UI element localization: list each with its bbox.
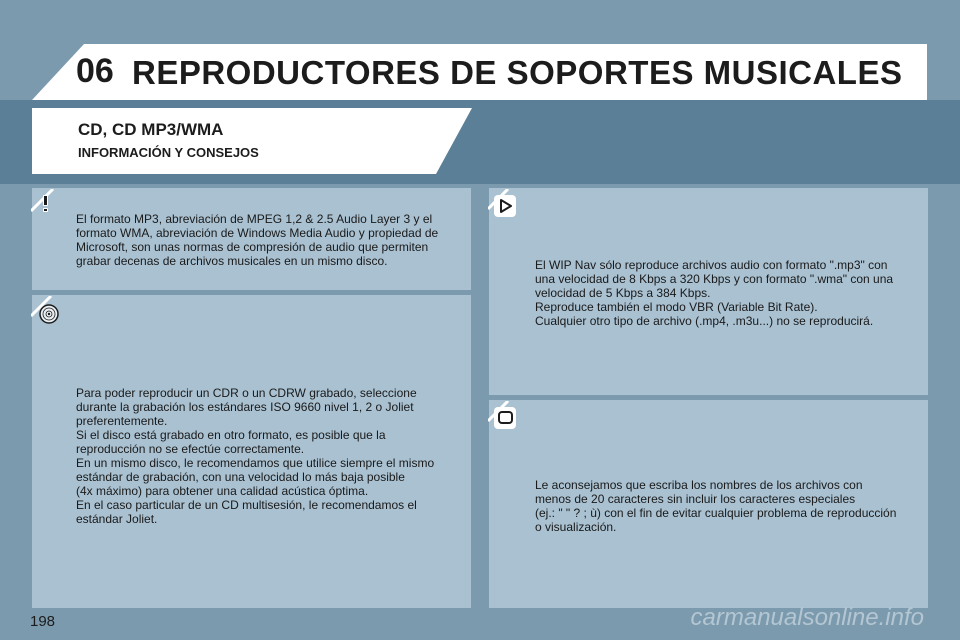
page-title: REPRODUCTORES DE SOPORTES MUSICALES (132, 54, 903, 91)
text-line: estándar Joliet. (76, 512, 158, 526)
text-line: Si el disco está grabado en otro formato, es posible que la (76, 428, 386, 442)
text-line: El formato MP3, abreviación de MPEG 1,2 & 2.5 Audio Layer 3 y el (76, 212, 433, 226)
page-number: 198 (30, 613, 56, 630)
section-header-block (32, 108, 472, 174)
text-line: una velocidad de 8 Kbps a 320 Kbps y con formato ".wma" con una (535, 272, 894, 286)
text-line: velocidad de 5 Kbps a 384 Kbps. (535, 286, 711, 300)
text-line: preferentemente. (76, 414, 168, 428)
warning-icon (31, 189, 61, 219)
watermark: carmanualsonline.info (690, 604, 924, 631)
paragraph-cdr-recording (76, 386, 466, 526)
text-line: durante la grabación los estándares ISO 9660 nivel 1, 2 o Joliet (76, 400, 414, 414)
text-line: Cualquier otro tipo de archivo (.mp4, .m3u...) no se reproducirá. (535, 314, 874, 328)
section-subtitle: INFORMACIÓN Y CONSEJOS (78, 145, 259, 160)
text-line: menos de 20 caracteres sin incluir los caracteres especiales (535, 492, 856, 506)
paragraph-file-name-advice (535, 478, 925, 534)
paragraph-supported-formats (535, 258, 920, 328)
text-line: (4x máximo) para obtener una calidad acústica óptima. (76, 484, 369, 498)
play-icon (488, 189, 518, 219)
text-line: Microsoft, son unas normas de compresión de audio que permiten (76, 240, 429, 254)
text-line: En un mismo disco, le recomendamos que utilice siempre el mismo (76, 456, 435, 470)
text-line: Para poder reproducir un CDR o un CDRW grabado, seleccione (76, 386, 417, 400)
text-line: En el caso particular de un CD multisesión, le recomendamos el (76, 498, 417, 512)
text-line: Le aconsejamos que escriba los nombres de los archivos con (535, 478, 863, 492)
paragraph-mp3-wma-definition (76, 212, 461, 268)
text-line: estándar de grabación, con una velocidad lo más baja posible (76, 470, 405, 484)
text-line: grabar decenas de archivos musicales en un mismo disco. (76, 254, 388, 268)
text-line: El WIP Nav sólo reproduce archivos audio con formato ".mp3" con (535, 258, 888, 272)
text-line: o visualización. (535, 520, 617, 534)
text-line: (ej.: " " ? ; ù) con el fin de evitar cualquier problema de reproducción (535, 506, 897, 520)
text-line: reproducción no se efectúe correctamente. (76, 442, 305, 456)
text-line: Reproduce también el modo VBR (Variable Bit Rate). (535, 300, 818, 314)
note-icon (488, 401, 518, 431)
section-title: CD, CD MP3/WMA (78, 120, 224, 139)
cd-icon (31, 296, 61, 326)
text-line: formato WMA, abreviación de Windows Media Audio y propiedad de (76, 226, 439, 240)
chapter-number: 06 (76, 52, 114, 90)
